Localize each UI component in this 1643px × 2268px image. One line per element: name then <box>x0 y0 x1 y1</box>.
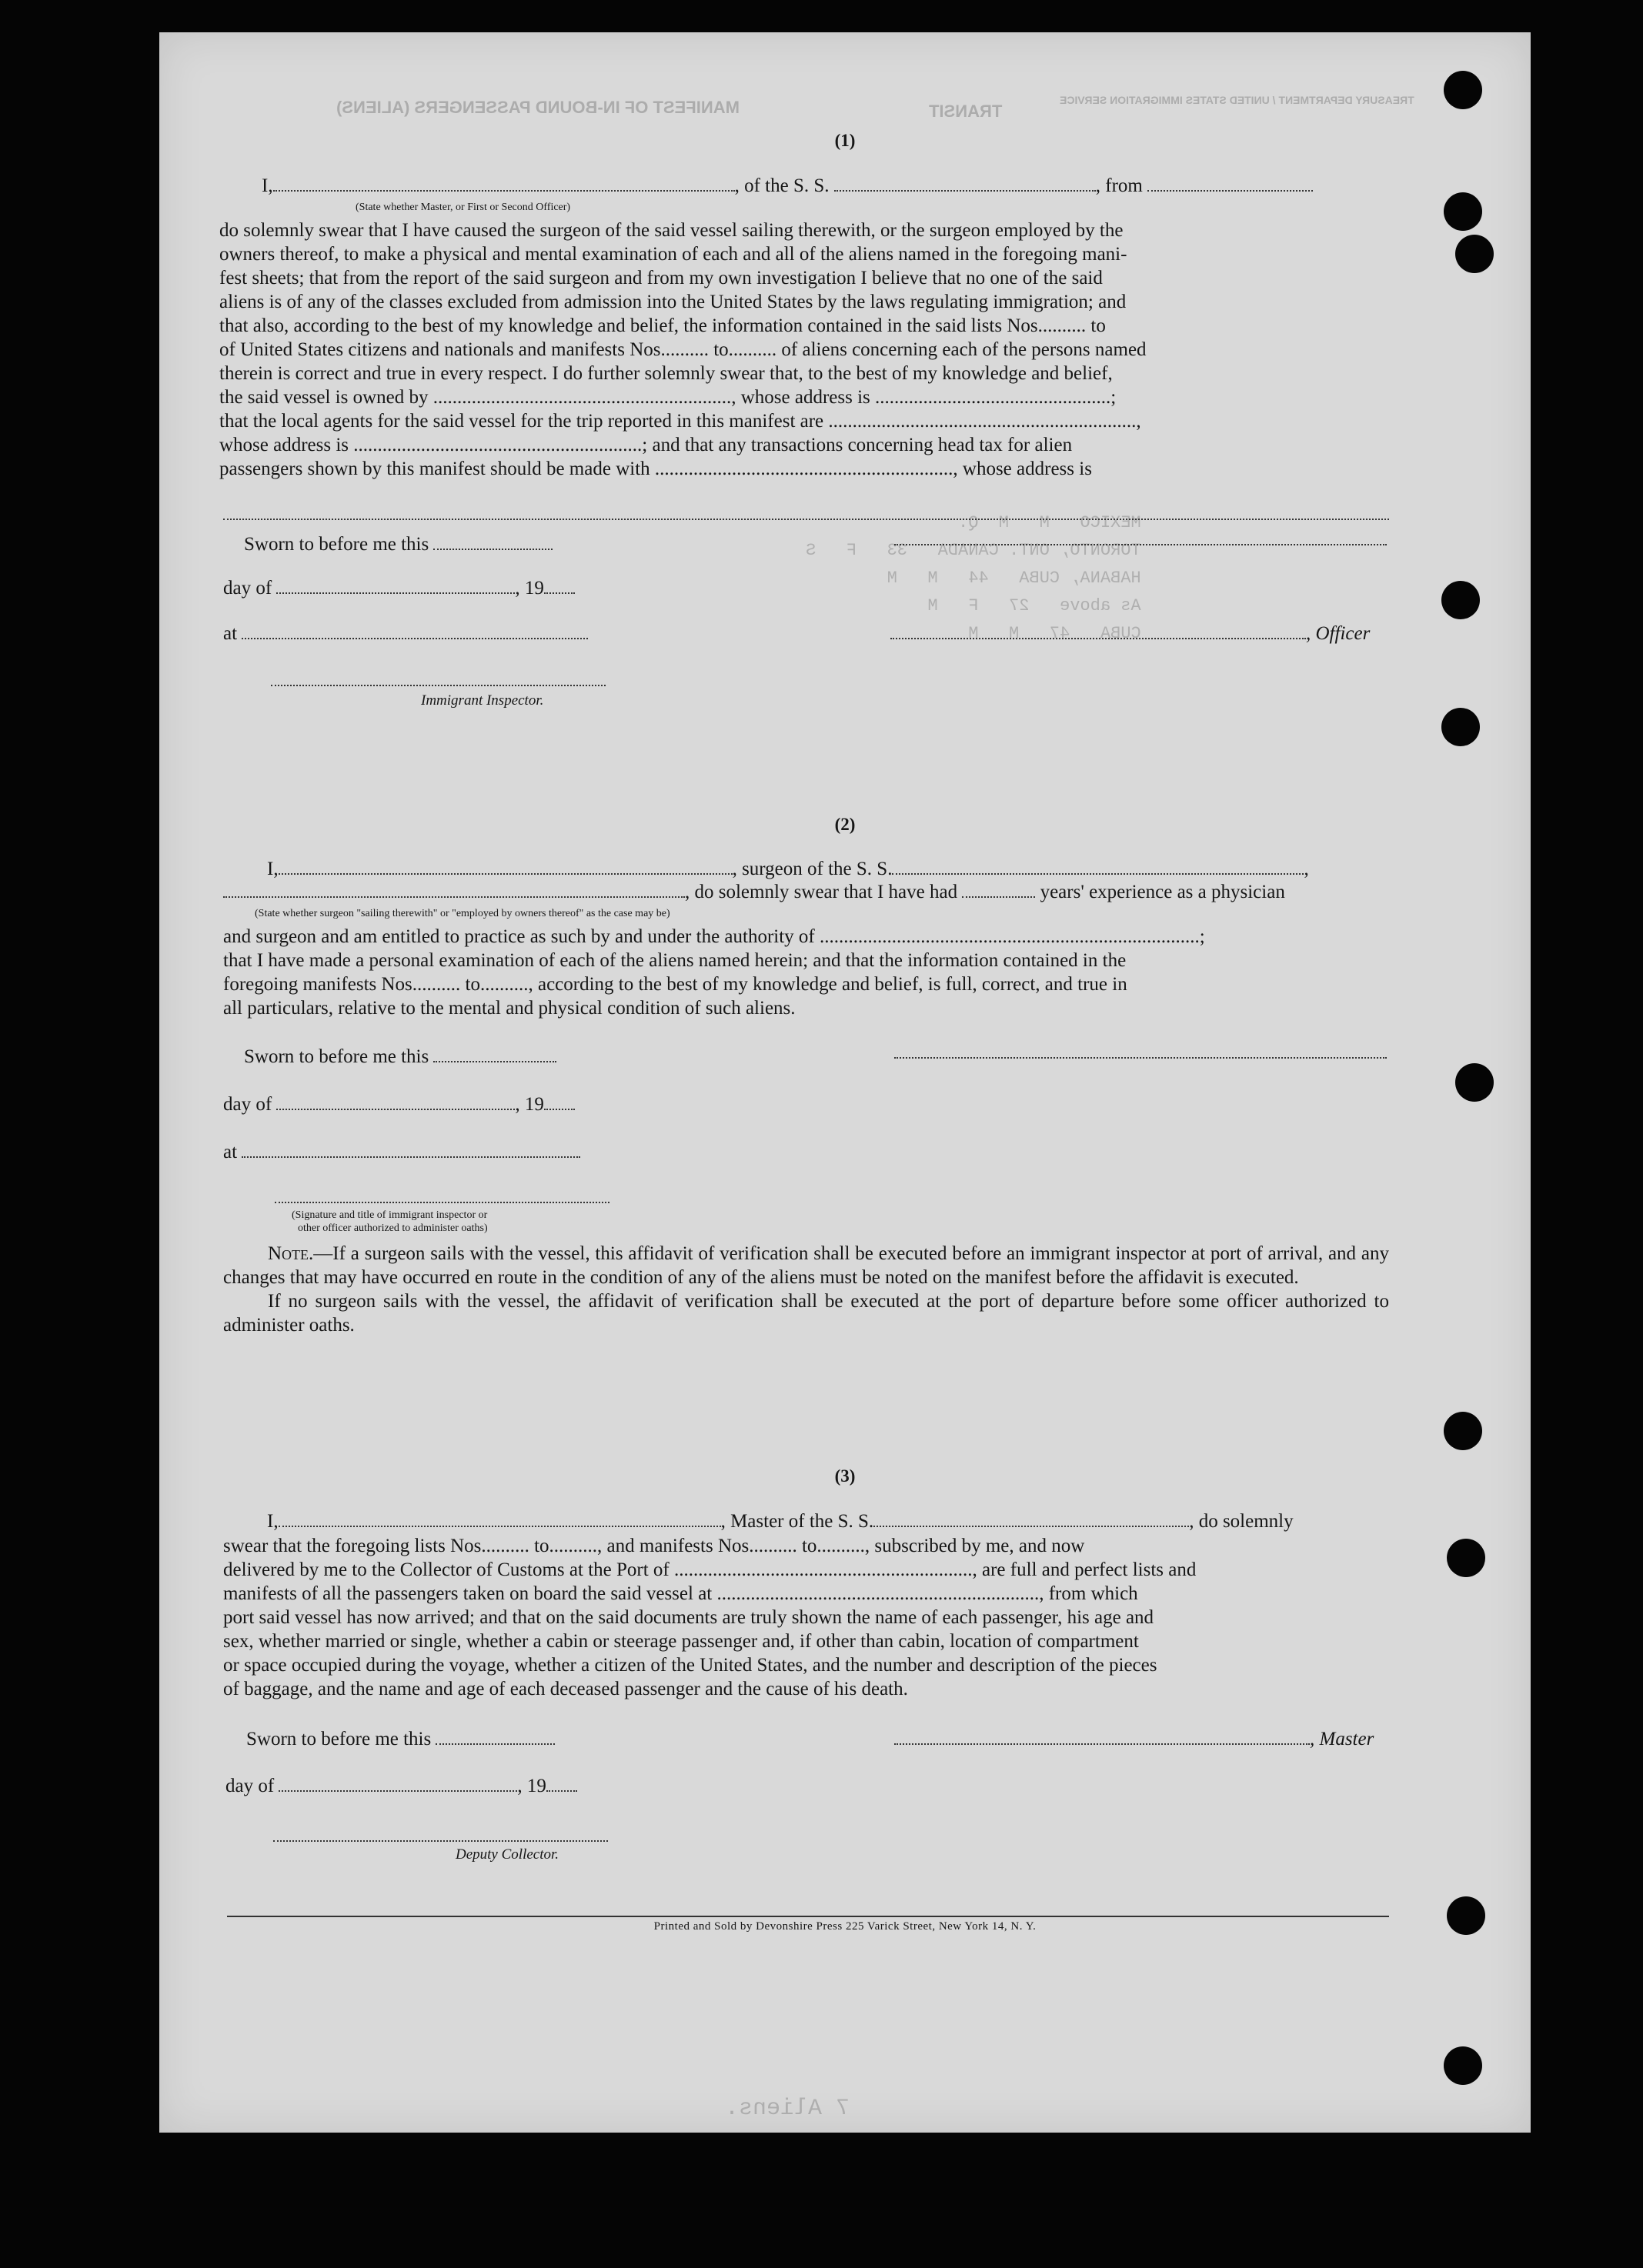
section-2-line-1: I, , surgeon of the S. S. , <box>267 859 1309 879</box>
section-2-note: Note.—If a surgeon sails with the vessel, this affidavit of verification shall be executed before an immigrant inspector at port of arrival, and any changes that may have occurred en route in the condition of any of the aliens must be noted on the manifest before the affidavit is executed. If no surgeon sails with the vessel, the affidavit of verification shall be executed at the port of departure before some officer authorized to administer oaths. <box>223 1243 1389 1336</box>
section-2-at: at <box>223 1142 580 1163</box>
binder-hole <box>1444 192 1482 231</box>
section-1-address-line <box>223 519 1389 520</box>
from-label: , from <box>1095 175 1143 196</box>
binder-hole <box>1441 581 1480 619</box>
binder-hole <box>1441 708 1480 746</box>
section-1-officer-note: (State whether Master, or First or Second Officer) <box>356 202 571 213</box>
section-2-right-sigline <box>894 1057 1387 1059</box>
binder-hole <box>1444 2046 1482 2085</box>
section-2-body: and surgeon and am entitled to practice as such by and under the authority of ...............................................................................; that I have made a personal examination of each of the aliens named herein; and that the information contained in the foregoing manifests Nos.......... to.........., according to the best of my knowledge and belief, is full, correct, and true in all particulars, relative to the mental and physical condition of such aliens. <box>223 926 1205 1019</box>
binder-hole <box>1444 1412 1482 1450</box>
section-3-line-1: I, , Master of the S. S. , do solemnly <box>267 1511 1294 1532</box>
manifest-page <box>159 32 1531 2133</box>
section-2-sig-note-2: other officer authorized to administer oaths) <box>298 1222 488 1234</box>
section-3-master-line: , Master <box>894 1729 1374 1750</box>
section-2-number: (2) <box>834 815 856 834</box>
section-1-right-sigline <box>894 544 1387 545</box>
section-1-line-1 <box>262 175 1313 197</box>
binder-hole <box>1444 71 1482 109</box>
section-2-sig-note-1: (Signature and title of immigrant inspector or <box>292 1209 488 1221</box>
section-3-deputy-label: Deputy Collector. <box>456 1846 559 1863</box>
printer-imprint: Printed and Sold by Devonshire Press 225 Varick Street, New York 14, N. Y. <box>653 1920 1037 1933</box>
section-3-body: swear that the foregoing lists Nos.......... to.........., and manifests Nos.......... to.........., subscribed by me, and now delivered by me to the Collector of Customs at the Port of .............................................................., are full and perfect lists and manifests of all the passengers taken on board the said vessel at ..................................................................., from which port said vessel has now arrived; and that on the said documents are truly shown the name of each passenger, his age and sex, whether married or single, whether a cabin or steerage passenger and, if other than cabin, location of compartment or space occupied during the voyage, whether a citizen of the United States, and the number and description of the pieces of baggage, and the name and age of each deceased passenger and the cause of his death. <box>223 1536 1197 1699</box>
i-label: I, <box>262 175 273 196</box>
section-3-deputy-line <box>273 1840 608 1842</box>
section-2-line-2: , do solemnly swear that I have had years' experience as a physician <box>223 882 1285 903</box>
section-3-number: (3) <box>834 1466 856 1486</box>
section-2-surgeon-note: (State whether surgeon "sailing therewith" or "employed by owners thereof" as the case may be) <box>255 908 670 919</box>
section-1-officer-line: , Officer <box>890 623 1370 645</box>
section-1-sworn: Sworn to before me this <box>244 534 553 555</box>
section-1-number: (1) <box>834 131 856 150</box>
footer-rule <box>227 1916 1389 1917</box>
section-2-sworn: Sworn to before me this <box>244 1046 556 1068</box>
bottom-mirror-text: 7 Aliens. <box>725 2096 850 2122</box>
section-2-day-of: day of , 19 <box>223 1094 575 1116</box>
binder-hole <box>1455 235 1494 273</box>
faint-header-right: TREASURY DEPARTMENT / UNITED STATES IMMIGRATION SERVICE <box>1060 94 1414 106</box>
of-ss-label: , of the S. S. <box>734 175 830 196</box>
section-1-inspector-label: Immigrant Inspector. <box>421 692 544 709</box>
section-1-day-of: day of , 19 <box>223 578 575 599</box>
section-1-at: at <box>223 623 588 645</box>
bleed-through-text: MEXICO M M Q. TORONTO, ONT. CANADA 33 F S HABANA, CUBA 44 M M As above 27 F M CUBA 47 M M <box>806 513 1141 643</box>
section-3-sworn: Sworn to before me this <box>246 1729 555 1750</box>
faint-stamp: TRANSIT <box>929 102 1003 121</box>
section-1-inspector-line <box>271 685 606 686</box>
section-1-body: do solemnly swear that I have caused the surgeon of the said vessel sailing therewith, or the surgeon employed by the owners thereof, to make a physical and mental examination of each and all of the aliens named in the foregoing mani- fest sheets; that from the report of the said surgeon and from my own investigation I believe that no one of the said aliens is of any of the classes excluded from admission into the United States by the laws regulating immigration; and that also, according to the best of my knowledge and belief, the information contained in the said lists Nos.......... to of United States citizens and nationals and manifests Nos.......... to.......... of aliens concerning each of the persons named therein is correct and true in every respect. I do further solemnly swear that, to the best of my knowledge and belief, the said vessel is owned by .............................................................., whose address is .................................................; that the local agents for the said vessel for the trip reported in this manifest are ................................................................, whose address is ............................................................; and that any transactions concerning head tax for alien passengers shown by this manifest should be made with .............................................................., whose address is <box>219 220 1147 479</box>
binder-hole <box>1447 1896 1485 1935</box>
binder-hole <box>1447 1539 1485 1577</box>
faint-header-left: MANIFEST OF IN-BOUND PASSENGERS (ALIENS) <box>336 98 740 117</box>
binder-hole <box>1455 1063 1494 1102</box>
section-2-signature-line <box>275 1202 609 1203</box>
section-3-day-of: day of , 19 <box>225 1776 577 1797</box>
